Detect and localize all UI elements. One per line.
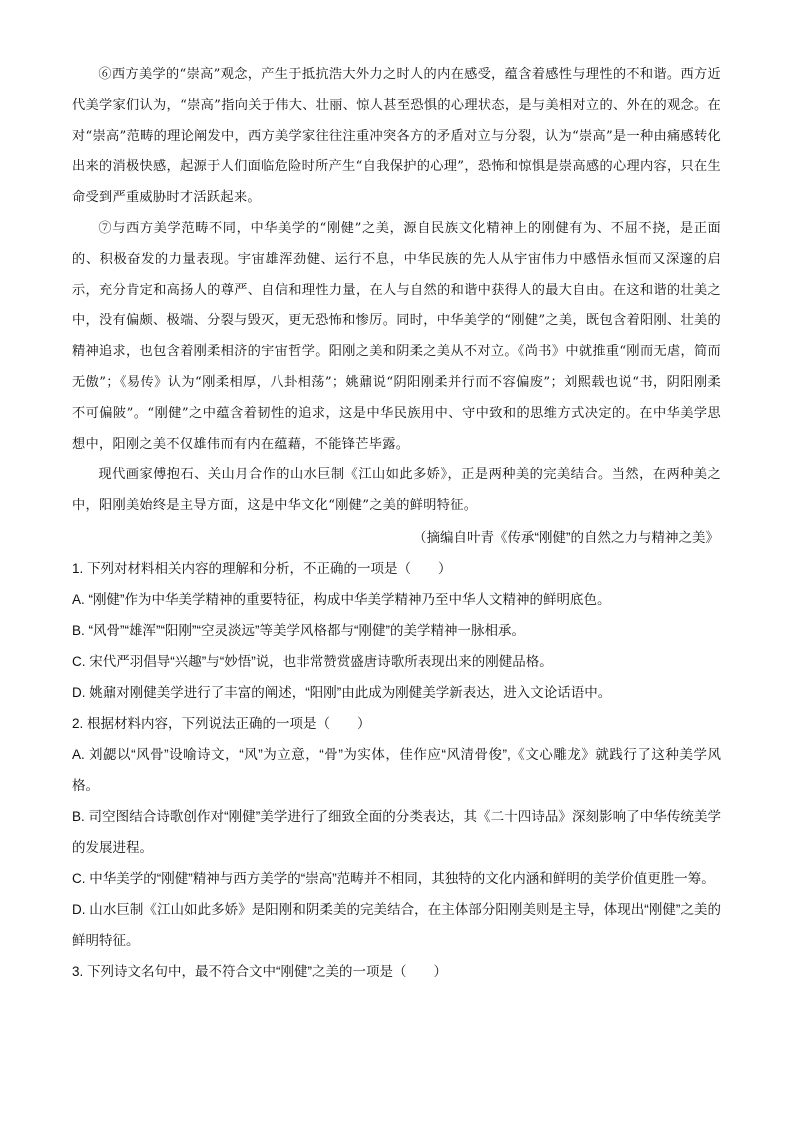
question-1-option-b: B. “风骨”“雄浑”“阳刚”“空灵淡远”等美学风格都与“刚健”的美学精神一脉相承。 (72, 622, 525, 638)
question-1-option-a: A. “刚健”作为中华美学精神的重要特征，构成中华美学精神乃至中华人文精神的鲜明底色。 (72, 591, 611, 607)
passage-source: （摘编自叶青《传承“刚健”的自然之力与精神之美》 (413, 529, 719, 545)
question-3-stem: 3. 下列诗文名句中，最不符合文中“刚健”之美的一项是（ ） (72, 963, 447, 979)
question-1-stem: 1. 下列对材料相关内容的理解和分析，不正确的一项是（ ） (72, 560, 452, 576)
question-2-option-c: C. 中华美学的“刚健”精神与西方美学的“崇高”范畴并不相同，其独特的文化内涵和鲜明的美学价值更胜一筹。 (72, 870, 715, 886)
question-2-option-b: B. 司空图结合诗歌创作对“刚健”美学进行了细致全面的分类表达，其《二十四诗品》深刻影响了中华传统美学的发展进程。 (72, 808, 721, 855)
passage-paragraph-6: ⑥西方美学的“崇高”观念，产生于抵抗浩大外力之时人的内在感受，蕴含着感性与理性的不和谐。西方近代美学家们认为，“崇高”指向关于伟大、壮丽、惊人甚至恐惧的心理状态，是与美相对立的、外在的观念。在对“崇高”范畴的理论阐发中，西方美学家往往注重冲突各方的矛盾对立与分裂，认为“崇高”是一种由痛感转化出来的消极快感，起源于人们面临危险时所产生“自我保护的心理”，恐怖和惊惧是崇高感的心理内容，只在生命受到严重威胁时才活跃起来。 (72, 67, 721, 206)
question-1-option-c: C. 宋代严羽倡导“兴趣”与“妙悟”说，也非常赞赏盛唐诗歌所表现出来的刚健品格。 (72, 653, 553, 669)
question-2-option-d: D. 山水巨制《江山如此多娇》是阳刚和阴柔美的完美结合，在主体部分阳刚美则是主导，体现出“刚健”之美的鲜明特征。 (72, 901, 721, 948)
question-2-stem: 2. 根据材料内容，下列说法正确的一项是（ ） (72, 715, 371, 731)
question-list (72, 553, 721, 987)
reading-passage (72, 60, 721, 522)
passage-paragraph-7: ⑦与西方美学范畴不同，中华美学的“刚健”之美，源自民族文化精神上的刚健有为、不屈不挠，是正面的、积极奋发的力量表现。宇宙雄浑劲健、运行不息，中华民族的先人从宇宙伟力中感悟永恒而又深邃的启示，充分肯定和高扬人的尊严、自信和理性力量，在人与自然的和谐中获得人的最大自由。在这和谐的壮美之中，没有偏颇、极端、分裂与毁灭，更无恐怖和惨厉。同时，中华美学的“刚健”之美，既包含着阳刚、壮美的精神追求，也包含着刚柔相济的宇宙哲学。阳刚之美和阴柔之美从不对立。《尚书》中就推重“刚而无虐，简而无傲”；《易传》认为“刚柔相厚，八卦相荡”；姚鼐说“阴阳刚柔并行而不容偏废”；刘熙载也说“书，阴阳刚柔不可偏陂”。“刚健”之中蕴含着韧性的追求，这是中华民族用中、守中致和的思维方式决定的。在中华美学思想中，阳刚之美不仅雄伟而有内在蕴藉，不能锋芒毕露。 (72, 220, 721, 452)
question-2-option-a: A. 刘勰以“风骨”设喻诗文，“风”为立意，“骨”为实体，佳作应“风清骨俊”,《文心雕龙》就践行了这种美学风格。 (72, 746, 721, 793)
passage-paragraph-8: 现代画家傅抱石、关山月合作的山水巨制《江山如此多娇》，正是两种美的完美结合。当然，在两种美之中，阳刚美始终是主导方面，这是中华文化“刚健”之美的鲜明特征。 (72, 467, 721, 514)
question-1-option-d: D. 姚鼐对刚健美学进行了丰富的阐述，“阳刚”由此成为刚健美学新表达，进入文论话语中。 (72, 684, 612, 700)
